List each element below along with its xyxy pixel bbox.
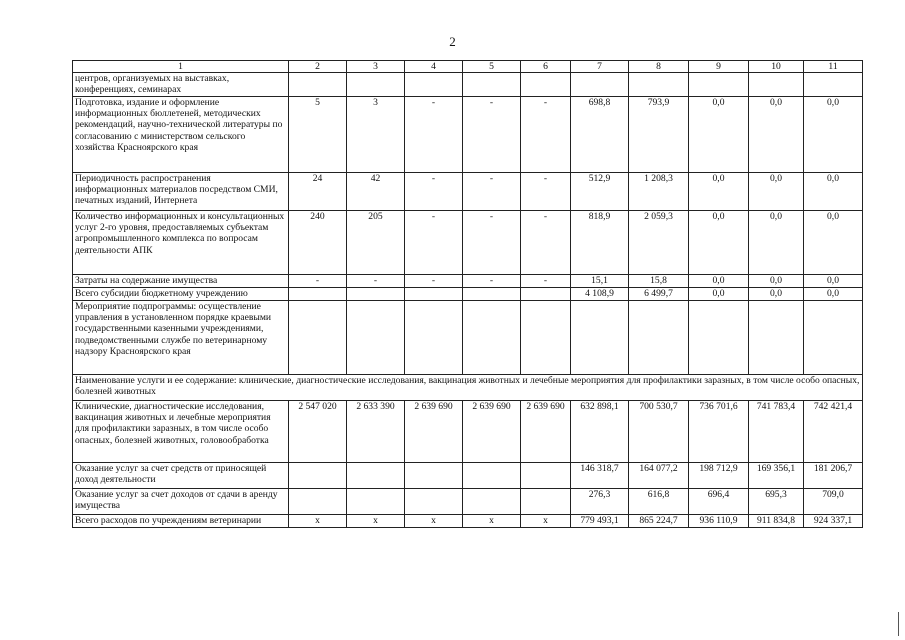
page-number: 2 (449, 34, 456, 49)
table-cell (463, 288, 521, 301)
table-cell: 2 059,3 (629, 211, 689, 275)
table-cell (521, 301, 571, 375)
table-cell: x (463, 515, 521, 528)
table-cell: 2 639 690 (521, 401, 571, 463)
row-label: Количество информационных и консультационных услуг 2-го уровня, предоставляемых субъектам агропромышленного комплекса по вопросам деятельности АПК (73, 211, 289, 275)
table-cell: - (521, 211, 571, 275)
table-cell: 632 898,1 (571, 401, 629, 463)
table-cell (463, 489, 521, 515)
table-cell: 15,8 (629, 275, 689, 288)
table-cell: 1 208,3 (629, 173, 689, 211)
table-cell: 5 (289, 97, 347, 173)
table-row (73, 401, 863, 463)
table-cell: 164 077,2 (629, 463, 689, 489)
table-cell: 741 783,4 (749, 401, 804, 463)
table-cell (347, 288, 405, 301)
table-cell: 0,0 (749, 97, 804, 173)
table-cell: 0,0 (804, 288, 863, 301)
table-cell: 240 (289, 211, 347, 275)
data-table (72, 60, 863, 528)
row-label: центров, организуемых на выставках, конференциях, семинарах (73, 73, 289, 97)
table-cell (347, 489, 405, 515)
table-total-row (73, 515, 863, 528)
table-cell: - (405, 275, 463, 288)
table-cell: 2 639 690 (463, 401, 521, 463)
header-cell: 1 (73, 61, 289, 73)
header-cell: 8 (629, 61, 689, 73)
table-cell: 15,1 (571, 275, 629, 288)
table-cell (571, 73, 629, 97)
table-cell: 2 639 690 (405, 401, 463, 463)
table-cell: 181 206,7 (804, 463, 863, 489)
table-row (73, 463, 863, 489)
table-row (73, 489, 863, 515)
table-cell: 0,0 (749, 275, 804, 288)
table-cell: - (521, 275, 571, 288)
table-cell: 0,0 (804, 97, 863, 173)
table-cell (521, 463, 571, 489)
table-cell: 6 499,7 (629, 288, 689, 301)
table-cell: 616,8 (629, 489, 689, 515)
table-cell: 205 (347, 211, 405, 275)
table-cell (463, 463, 521, 489)
table-cell: - (347, 275, 405, 288)
table-cell: 0,0 (804, 211, 863, 275)
header-cell: 6 (521, 61, 571, 73)
table-cell: 936 110,9 (689, 515, 749, 528)
table-cell: 696,4 (689, 489, 749, 515)
table-cell: 0,0 (749, 211, 804, 275)
table-cell: 146 318,7 (571, 463, 629, 489)
table-cell: 276,3 (571, 489, 629, 515)
table-cell: x (347, 515, 405, 528)
scan-edge-mark (898, 612, 899, 636)
table-cell: - (463, 275, 521, 288)
table-cell (405, 288, 463, 301)
table-cell (629, 73, 689, 97)
table-cell: 24 (289, 173, 347, 211)
table-row (73, 301, 863, 375)
table-cell: 736 701,6 (689, 401, 749, 463)
table-cell (347, 463, 405, 489)
table-cell (289, 288, 347, 301)
table-cell (749, 73, 804, 97)
table-cell: 865 224,7 (629, 515, 689, 528)
table-cell: - (521, 97, 571, 173)
table-cell: 698,8 (571, 97, 629, 173)
table-cell: x (521, 515, 571, 528)
table-cell (521, 73, 571, 97)
table-cell: - (405, 173, 463, 211)
table-cell (347, 301, 405, 375)
table-cell: x (405, 515, 463, 528)
table-row (73, 288, 863, 301)
table-header-row (73, 61, 863, 73)
table-cell: - (405, 211, 463, 275)
table-cell: - (463, 173, 521, 211)
table-cell: - (521, 173, 571, 211)
table-cell (289, 489, 347, 515)
header-cell: 5 (463, 61, 521, 73)
header-cell: 3 (347, 61, 405, 73)
row-label: Клинические, диагностические исследования, вакцинация животных и лечебные мероприятия для профилактики заразных, в том числе особо опасных, болезней животных, головообработка (73, 401, 289, 463)
table-cell (804, 73, 863, 97)
table-cell: 198 712,9 (689, 463, 749, 489)
table-cell: 4 108,9 (571, 288, 629, 301)
table-cell: 742 421,4 (804, 401, 863, 463)
row-label: Всего расходов по учреждениям ветеринарии (73, 515, 289, 528)
table-cell: 779 493,1 (571, 515, 629, 528)
table-cell: 0,0 (749, 288, 804, 301)
table-cell: - (463, 97, 521, 173)
table-cell: x (289, 515, 347, 528)
table-cell (405, 73, 463, 97)
table-cell (521, 489, 571, 515)
table-cell: 924 337,1 (804, 515, 863, 528)
header-cell: 10 (749, 61, 804, 73)
table-cell: 2 547 020 (289, 401, 347, 463)
table-cell: 0,0 (689, 288, 749, 301)
table-row (73, 173, 863, 211)
table-row (73, 275, 863, 288)
table-cell: 0,0 (689, 97, 749, 173)
table-cell (463, 73, 521, 97)
table-cell: 709,0 (804, 489, 863, 515)
table-cell (571, 301, 629, 375)
table-cell: 0,0 (749, 173, 804, 211)
row-label: Мероприятие подпрограммы: осуществление управления в установленном порядке краевыми государственными казенными учреждениями, подведомственными службе по ветеринарному надзору Красноярского края (73, 301, 289, 375)
table-cell: 700 530,7 (629, 401, 689, 463)
table-cell (749, 301, 804, 375)
table-cell: - (405, 97, 463, 173)
table-cell: 512,9 (571, 173, 629, 211)
row-label: Подготовка, издание и оформление информационных бюллетеней, методических рекомендаций, научно-технической литературы по согласованию с министерством сельского хозяйства Красноярского края (73, 97, 289, 173)
table-cell: 911 834,8 (749, 515, 804, 528)
table-row (73, 97, 863, 173)
table-cell: 0,0 (689, 211, 749, 275)
table-cell: 0,0 (804, 275, 863, 288)
table-cell (689, 301, 749, 375)
table-cell: 0,0 (804, 173, 863, 211)
table-cell (629, 301, 689, 375)
table-cell (289, 463, 347, 489)
header-cell: 11 (804, 61, 863, 73)
table-cell: 0,0 (689, 173, 749, 211)
table-cell (289, 73, 347, 97)
table-cell: 0,0 (689, 275, 749, 288)
table-cell: - (289, 275, 347, 288)
header-cell: 7 (571, 61, 629, 73)
row-label: Оказание услуг за счет средств от приносящей доход деятельности (73, 463, 289, 489)
table-cell (804, 301, 863, 375)
header-cell: 2 (289, 61, 347, 73)
table-cell (405, 463, 463, 489)
header-cell: 4 (405, 61, 463, 73)
row-label: Оказание услуг за счет доходов от сдачи в аренду имущества (73, 489, 289, 515)
table-row (73, 211, 863, 275)
service-heading: Наименование услуги и ее содержание: клинические, диагностические исследования, вакцинация животных и лечебные мероприятия для профилактики заразных, в том числе особо опасных, болезней животных (73, 375, 863, 401)
row-label: Периодичность распространения информационных материалов посредством СМИ, печатных изданий, Интернета (73, 173, 289, 211)
table-cell (463, 301, 521, 375)
table-cell (405, 301, 463, 375)
table-cell (405, 489, 463, 515)
table-cell: 3 (347, 97, 405, 173)
table-cell: 42 (347, 173, 405, 211)
table-cell (347, 73, 405, 97)
table-cell: - (463, 211, 521, 275)
table-cell: 2 633 390 (347, 401, 405, 463)
header-cell: 9 (689, 61, 749, 73)
table-cell (521, 288, 571, 301)
table-cell: 169 356,1 (749, 463, 804, 489)
service-heading-row (73, 375, 863, 401)
table-row (73, 73, 863, 97)
table-cell: 793,9 (629, 97, 689, 173)
row-label: Всего субсидии бюджетному учреждению (73, 288, 289, 301)
table-cell (689, 73, 749, 97)
table-cell: 818,9 (571, 211, 629, 275)
row-label: Затраты на содержание имущества (73, 275, 289, 288)
table-cell: 695,3 (749, 489, 804, 515)
table-cell (289, 301, 347, 375)
